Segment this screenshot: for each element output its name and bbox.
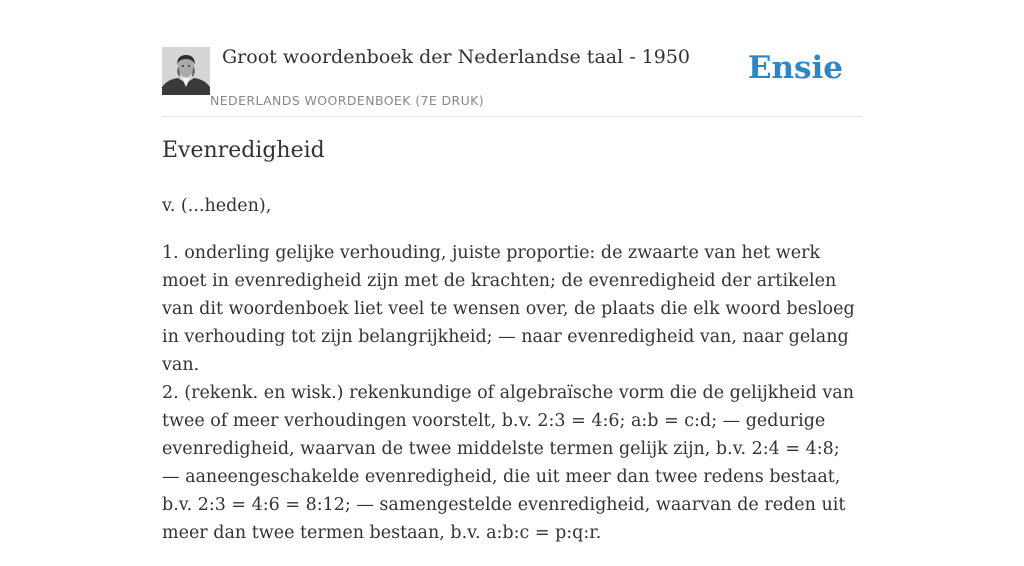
header — [162, 0, 862, 117]
entry-body — [162, 192, 862, 566]
book-title[interactable]: Groot woordenboek der Nederlandse taal - 1950 — [222, 46, 691, 68]
entry-definition: 1. onderling gelijke verhouding, juiste proportie: de zwaarte van het werk moet in evenredigheid zijn met de krachten; de evenredigheid der artikelen van dit woordenboek liet veel te wensen over, de plaats die elk woord besloeg in verhouding tot zijn belangrijkheid; — naar evenredigheid van, naar gelang van. 2. (rekenk. en wisk.) rekenkundige of algebraïsche vorm die de gelijkheid van twee of meer verhoudingen voorstelt, b.v. 2:3 = 4:6; a:b = c:d; — gedurige evenredigheid, waarvan de twee middelste termen gelijk zijn, b.v. 2:4 = 4:8; — aaneengeschakelde evenredigheid, die uit meer dan twee redens bestaat, b.v. 2:3 = 4:6 = 8:12; — samengestelde evenredigheid, waarvan de reden uit meer dan twee termen bestaan, b.v. a:b:c = p:q:r. — [162, 243, 855, 543]
author-portrait-icon[interactable] — [162, 47, 210, 95]
book-subtitle: NEDERLANDS WOORDENBOEK (7E DRUK) — [210, 93, 485, 108]
entry-grammar: v. (...heden), — [162, 196, 272, 216]
entry-title: Evenredigheid — [162, 138, 325, 163]
ensie-logo[interactable]: Ensie — [747, 50, 843, 86]
